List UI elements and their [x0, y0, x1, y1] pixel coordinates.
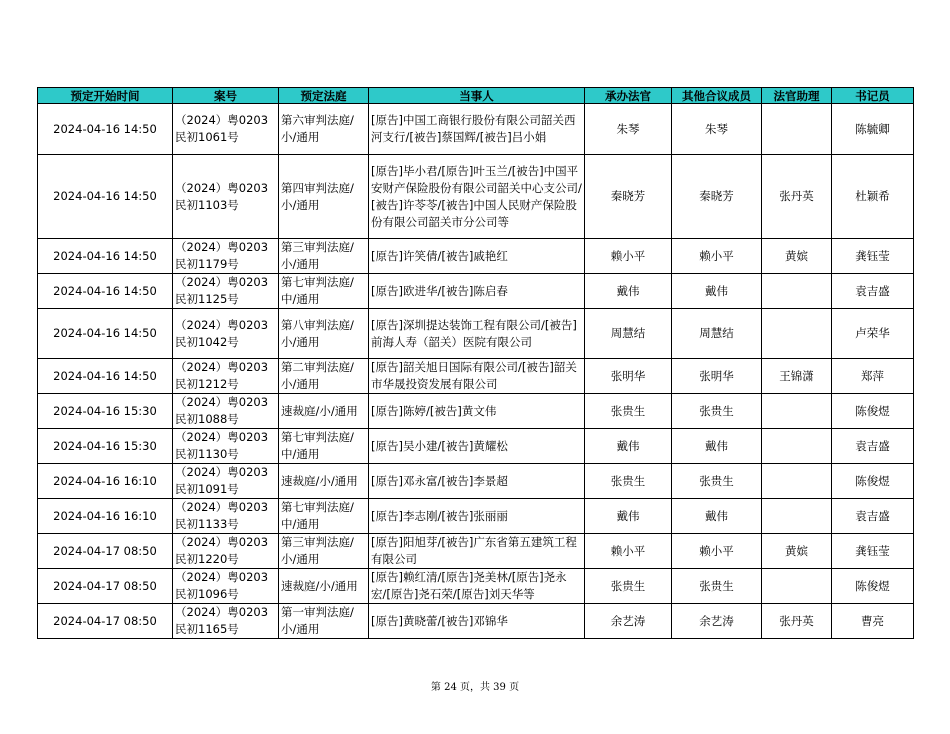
cell-presiding-judge-text: 赖小平: [610, 248, 646, 263]
cell-start-time: [38, 155, 173, 239]
cell-panel-members: [672, 534, 762, 569]
cell-courtroom-text: 第七审判法庭/中/通用: [281, 500, 354, 531]
cell-presiding-judge-text: 赖小平: [610, 543, 646, 558]
cell-start-time-text: 2024-04-16 16:10: [53, 473, 157, 488]
cell-case-number: [173, 359, 279, 394]
cell-start-time: [38, 359, 173, 394]
cell-presiding-judge-text: 张贵生: [610, 403, 646, 418]
cell-judge-assistant: [762, 569, 832, 604]
cell-case-number: [173, 155, 279, 239]
cell-judge-assistant: [762, 534, 832, 569]
cell-judge-assistant-text: 黄嫔: [785, 248, 808, 263]
cell-presiding-judge: [585, 155, 672, 239]
cell-presiding-judge-text: 秦晓芳: [610, 189, 646, 203]
cell-clerk: [832, 104, 914, 155]
cell-presiding-judge-text: 张贵生: [610, 473, 646, 488]
page-number-footer: 第 24 页，共 39 页: [430, 682, 520, 693]
header-judge-assistant: 法官助理: [762, 88, 832, 104]
cell-courtroom: [279, 499, 369, 534]
cell-clerk: [832, 359, 914, 394]
cell-start-time-text: 2024-04-16 14:50: [53, 283, 157, 298]
cell-judge-assistant: [762, 499, 832, 534]
table-header-row: [38, 88, 914, 104]
cell-parties-text: [原告]黄晓蕾/[被告]邓锦华: [371, 613, 508, 628]
cell-judge-assistant-text: 王锦潇: [779, 368, 814, 383]
cell-start-time: [38, 604, 173, 639]
cell-courtroom-text: 第七审判法庭/中/通用: [281, 275, 354, 306]
cell-panel-members-text: 戴伟: [705, 283, 728, 298]
cell-case-number: [173, 274, 279, 309]
cell-courtroom: [279, 104, 369, 155]
header-presiding-judge: 承办法官: [585, 88, 672, 104]
cell-case-number-text: （2024）粤0203民初1091号: [175, 465, 269, 496]
cell-judge-assistant: [762, 429, 832, 464]
cell-start-time: [38, 464, 173, 499]
cell-panel-members-text: 张贵生: [699, 403, 734, 418]
cell-start-time-text: 2024-04-17 08:50: [53, 543, 157, 558]
cell-parties-text: [原告]深圳提达装饰工程有限公司/[被告]前海人寿（韶关）医院有限公司: [371, 317, 577, 349]
cell-panel-members: [672, 239, 762, 274]
cell-courtroom-text: 速裁庭/小/通用: [281, 473, 358, 488]
cell-case-number-text: （2024）粤0203民初1179号: [175, 240, 269, 271]
table-row: [38, 464, 914, 499]
header-panel-members: 其他合议成员: [672, 88, 762, 104]
cell-presiding-judge-text: 张贵生: [610, 578, 646, 593]
cell-presiding-judge-text: 张明华: [610, 368, 646, 383]
cell-panel-members-text: 周慧结: [699, 326, 734, 340]
table-row: [38, 534, 914, 569]
cell-case-number: [173, 604, 279, 639]
cell-panel-members: [672, 569, 762, 604]
cell-clerk-text: 陈毓卿: [855, 121, 890, 136]
cell-parties-text: [原告]毕小君/[原告]叶玉兰/[被告]中国平安财产保险股份有限公司韶关中心支公司/[被告]许苓苓/[被告]中国人民财产保险股份有限公司韶关市分公司等: [371, 163, 582, 229]
cell-parties-text: [原告]邓永富/[被告]李景超: [371, 473, 508, 488]
cell-parties: [369, 604, 585, 639]
table-row: [38, 359, 914, 394]
header-courtroom: 预定法庭: [279, 88, 369, 104]
cell-start-time: [38, 429, 173, 464]
cell-panel-members: [672, 274, 762, 309]
cell-parties-text: [原告]许笑倩/[被告]戚艳红: [371, 248, 508, 263]
cell-panel-members-text: 张明华: [699, 368, 734, 383]
cell-start-time-text: 2024-04-17 08:50: [53, 578, 157, 593]
cell-presiding-judge: [585, 499, 672, 534]
cell-panel-members-text: 朱琴: [705, 121, 728, 136]
cell-courtroom-text: 第七审判法庭/中/通用: [281, 430, 354, 461]
cell-panel-members: [672, 309, 762, 359]
cell-parties: [369, 394, 585, 429]
cell-presiding-judge: [585, 359, 672, 394]
cell-judge-assistant: [762, 274, 832, 309]
cell-clerk-text: 曹亮: [861, 613, 884, 628]
cell-start-time-text: 2024-04-17 08:50: [53, 613, 157, 628]
cell-case-number: [173, 534, 279, 569]
cell-presiding-judge-text: 余艺涛: [610, 613, 646, 628]
cell-presiding-judge: [585, 239, 672, 274]
table-row: [38, 239, 914, 274]
cell-clerk: [832, 429, 914, 464]
cell-panel-members: [672, 104, 762, 155]
cell-courtroom: [279, 429, 369, 464]
cell-clerk: [832, 499, 914, 534]
cell-clerk-text: 袁吉盛: [855, 283, 890, 298]
cell-case-number: [173, 239, 279, 274]
cell-panel-members: [672, 155, 762, 239]
cell-presiding-judge-text: 朱琴: [616, 121, 640, 136]
cell-judge-assistant: [762, 359, 832, 394]
cell-judge-assistant: [762, 155, 832, 239]
cell-case-number-text: （2024）粤0203民初1096号: [175, 570, 269, 601]
cell-start-time-text: 2024-04-16 15:30: [53, 403, 157, 418]
cell-start-time: [38, 499, 173, 534]
cell-courtroom: [279, 464, 369, 499]
cell-case-number: [173, 499, 279, 534]
cell-clerk-text: 陈俊煜: [855, 578, 890, 593]
cell-courtroom-text: 第二审判法庭/小/通用: [281, 360, 354, 391]
cell-parties-text: [原告]阳旭芽/[被告]广东省第五建筑工程有限公司: [371, 535, 577, 566]
cell-presiding-judge: [585, 429, 672, 464]
cell-presiding-judge: [585, 534, 672, 569]
cell-courtroom-text: 速裁庭/小/通用: [281, 578, 358, 593]
cell-case-number-text: （2024）粤0203民初1130号: [175, 430, 269, 461]
cell-case-number: [173, 569, 279, 604]
cell-panel-members: [672, 429, 762, 464]
cell-start-time-text: 2024-04-16 14:50: [53, 189, 157, 203]
cell-clerk-text: 袁吉盛: [855, 438, 890, 453]
cell-panel-members: [672, 359, 762, 394]
header-parties: 当事人: [369, 88, 585, 104]
cell-parties: [369, 309, 585, 359]
cell-panel-members-text: 张贵生: [699, 578, 734, 593]
table-row: [38, 104, 914, 155]
cell-clerk: [832, 534, 914, 569]
cell-parties: [369, 274, 585, 309]
cell-courtroom: [279, 394, 369, 429]
cell-parties-text: [原告]吴小建/[被告]黄耀松: [371, 438, 508, 453]
table-row: [38, 155, 914, 239]
cell-clerk: [832, 464, 914, 499]
cell-parties: [369, 464, 585, 499]
cell-courtroom: [279, 309, 369, 359]
cell-courtroom: [279, 155, 369, 239]
cell-judge-assistant: [762, 309, 832, 359]
cell-parties: [369, 359, 585, 394]
cell-clerk: [832, 604, 914, 639]
cell-judge-assistant-text: 张丹英: [779, 613, 814, 628]
cell-presiding-judge-text: 周慧结: [610, 326, 646, 340]
cell-panel-members-text: 戴伟: [705, 438, 728, 453]
cell-start-time: [38, 534, 173, 569]
cell-parties-text: [原告]李志刚/[被告]张丽丽: [371, 508, 508, 523]
cell-clerk-text: 陈俊煜: [855, 473, 890, 488]
cell-start-time: [38, 309, 173, 359]
cell-presiding-judge: [585, 394, 672, 429]
header-case-number: 案号: [173, 88, 279, 104]
cell-clerk-text: 陈俊煜: [855, 403, 890, 418]
cell-case-number: [173, 464, 279, 499]
cell-judge-assistant: [762, 604, 832, 639]
cell-presiding-judge: [585, 309, 672, 359]
table-row: [38, 604, 914, 639]
cell-start-time: [38, 394, 173, 429]
cell-judge-assistant-text: 黄嫔: [785, 543, 808, 558]
cell-parties: [369, 534, 585, 569]
cell-case-number: [173, 394, 279, 429]
cell-courtroom: [279, 604, 369, 639]
cell-clerk-text: 杜颖希: [855, 189, 890, 203]
cell-courtroom-text: 第三审判法庭/小/通用: [281, 240, 354, 271]
cell-case-number-text: （2024）粤0203民初1088号: [175, 395, 269, 426]
cell-parties-text: [原告]赖红清/[原告]尧美林/[原告]尧永宏/[原告]尧石荣/[原告]刘天华等: [371, 570, 567, 601]
cell-courtroom-text: 第六审判法庭/小/通用: [281, 113, 354, 144]
table-row: [38, 309, 914, 359]
cell-panel-members-text: 秦晓芳: [699, 189, 734, 203]
cell-judge-assistant: [762, 464, 832, 499]
cell-courtroom: [279, 239, 369, 274]
cell-parties-text: [原告]韶关旭日国际有限公司/[被告]韶关市华晟投资发展有限公司: [371, 360, 577, 391]
cell-parties-text: [原告]陈婷/[被告]黄文伟: [371, 403, 497, 418]
cell-clerk: [832, 274, 914, 309]
cell-parties: [369, 239, 585, 274]
cell-clerk: [832, 569, 914, 604]
cell-panel-members-text: 赖小平: [699, 543, 734, 558]
cell-courtroom-text: 第三审判法庭/小/通用: [281, 535, 354, 566]
cell-start-time: [38, 104, 173, 155]
cell-panel-members: [672, 464, 762, 499]
cell-judge-assistant: [762, 104, 832, 155]
cell-panel-members-text: 戴伟: [705, 508, 728, 523]
cell-panel-members-text: 赖小平: [699, 248, 734, 263]
cell-courtroom: [279, 359, 369, 394]
table-row: [38, 429, 914, 464]
cell-courtroom-text: 第八审判法庭/小/通用: [281, 317, 354, 349]
cell-clerk: [832, 394, 914, 429]
cell-clerk: [832, 239, 914, 274]
cell-clerk: [832, 155, 914, 239]
table-row: [38, 394, 914, 429]
cell-presiding-judge: [585, 604, 672, 639]
cell-start-time-text: 2024-04-16 14:50: [53, 248, 157, 263]
cell-case-number-text: （2024）粤0203民初1061号: [175, 113, 269, 144]
cell-parties: [369, 499, 585, 534]
cell-courtroom: [279, 534, 369, 569]
cell-start-time-text: 2024-04-16 14:50: [53, 368, 157, 383]
cell-clerk: [832, 309, 914, 359]
cell-panel-members-text: 余艺涛: [699, 613, 734, 628]
cell-case-number-text: （2024）粤0203民初1042号: [175, 317, 269, 349]
cell-clerk-text: 郑萍: [861, 368, 884, 383]
cell-presiding-judge-text: 戴伟: [616, 283, 640, 298]
cell-clerk-text: 卢荣华: [855, 326, 890, 340]
cell-start-time: [38, 274, 173, 309]
cell-start-time-text: 2024-04-16 14:50: [53, 121, 157, 136]
hearing-schedule-table: [37, 87, 914, 639]
cell-courtroom-text: 速裁庭/小/通用: [281, 403, 358, 418]
cell-judge-assistant: [762, 239, 832, 274]
cell-parties: [369, 429, 585, 464]
cell-presiding-judge-text: 戴伟: [616, 508, 640, 523]
cell-parties-text: [原告]欧进华/[被告]陈启春: [371, 283, 508, 298]
table-row: [38, 499, 914, 534]
cell-clerk-text: 龚钰莹: [855, 543, 890, 558]
cell-case-number-text: （2024）粤0203民初1220号: [175, 535, 269, 566]
cell-parties: [369, 155, 585, 239]
cell-start-time-text: 2024-04-16 14:50: [53, 326, 157, 340]
cell-parties-text: [原告]中国工商银行股份有限公司韶关西河支行/[被告]蔡国辉/[被告]吕小娟: [371, 113, 576, 144]
cell-clerk-text: 龚钰莹: [855, 248, 890, 263]
cell-start-time: [38, 569, 173, 604]
cell-parties: [369, 104, 585, 155]
header-clerk: 书记员: [832, 88, 914, 104]
cell-presiding-judge-text: 戴伟: [616, 438, 640, 453]
cell-case-number-text: （2024）粤0203民初1165号: [175, 605, 269, 636]
cell-courtroom: [279, 274, 369, 309]
cell-presiding-judge: [585, 464, 672, 499]
cell-panel-members-text: 张贵生: [699, 473, 734, 488]
cell-start-time: [38, 239, 173, 274]
cell-case-number-text: （2024）粤0203民初1103号: [175, 180, 269, 212]
cell-courtroom-text: 第四审判法庭/小/通用: [281, 180, 354, 212]
cell-courtroom-text: 第一审判法庭/小/通用: [281, 605, 354, 636]
cell-parties: [369, 569, 585, 604]
cell-case-number-text: （2024）粤0203民初1125号: [175, 275, 269, 306]
cell-case-number: [173, 309, 279, 359]
table-row: [38, 274, 914, 309]
cell-clerk-text: 袁吉盛: [855, 508, 890, 523]
cell-case-number: [173, 104, 279, 155]
cell-start-time-text: 2024-04-16 15:30: [53, 438, 157, 453]
cell-courtroom: [279, 569, 369, 604]
cell-case-number: [173, 429, 279, 464]
cell-presiding-judge: [585, 104, 672, 155]
cell-judge-assistant-text: 张丹英: [779, 189, 814, 203]
cell-case-number-text: （2024）粤0203民初1212号: [175, 360, 269, 391]
cell-panel-members: [672, 604, 762, 639]
cell-panel-members: [672, 394, 762, 429]
cell-judge-assistant: [762, 394, 832, 429]
header-start-time: 预定开始时间: [38, 88, 173, 104]
table-row: [38, 569, 914, 604]
cell-case-number-text: （2024）粤0203民初1133号: [175, 500, 269, 531]
cell-start-time-text: 2024-04-16 16:10: [53, 508, 157, 523]
cell-presiding-judge: [585, 569, 672, 604]
cell-panel-members: [672, 499, 762, 534]
cell-presiding-judge: [585, 274, 672, 309]
